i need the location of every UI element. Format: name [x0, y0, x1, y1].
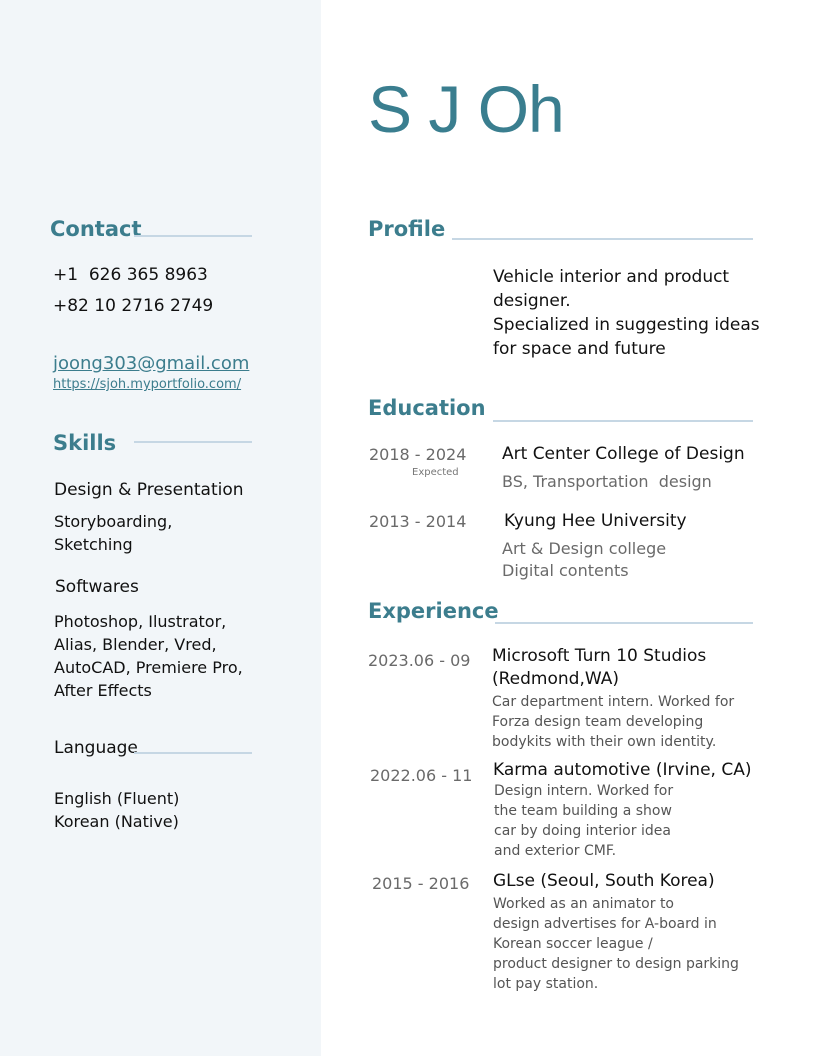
profile-line: Specialized in suggesting ideas — [493, 315, 760, 335]
education-school: Art Center College of Design — [502, 444, 745, 464]
profile-divider — [452, 238, 753, 240]
experience-desc-line: bodykits with their own identity. — [492, 734, 717, 750]
profile-heading: Profile — [368, 217, 446, 241]
experience-desc-line: lot pay station. — [493, 976, 599, 992]
experience-org-line: Microsoft Turn 10 Studios — [492, 646, 707, 666]
skill-item: Sketching — [54, 535, 133, 554]
experience-org: GLse (Seoul, South Korea) — [493, 871, 715, 891]
education-school: Kyung Hee University — [504, 511, 687, 531]
education-details — [502, 538, 666, 582]
skills-divider — [134, 441, 252, 443]
skill-item: After Effects — [54, 681, 152, 700]
language-list — [54, 787, 179, 833]
experience-heading: Experience — [368, 599, 499, 623]
education-note: Expected — [412, 467, 459, 478]
profile-text — [493, 265, 760, 361]
experience-divider — [495, 622, 753, 624]
experience-desc-line: Worked as an animator to — [493, 896, 675, 912]
skill-item: Photoshop, Ilustrator, — [54, 612, 227, 631]
skill-item: Storyboarding, — [54, 512, 173, 531]
experience-desc-line: Car department intern. Worked for — [492, 694, 735, 710]
experience-description — [494, 781, 673, 861]
website-link[interactable]: https://sjoh.myportfolio.com/ — [53, 377, 242, 392]
experience-org: Karma automotive (Irvine, CA) — [493, 760, 752, 780]
profile-line: for space and future — [493, 339, 666, 359]
experience-description — [492, 692, 734, 752]
experience-dates: 2023.06 - 09 — [368, 651, 471, 670]
education-heading: Education — [368, 396, 486, 420]
email-link[interactable]: joong303@gmail.com — [53, 353, 250, 374]
experience-desc-line: product designer to design parking — [493, 956, 739, 972]
phone-us: +1 626 365 8963 — [53, 265, 208, 285]
language-item: English (Fluent) — [54, 789, 180, 808]
experience-desc-line: Design intern. Worked for — [494, 783, 674, 799]
language-divider — [134, 752, 252, 754]
skills-group-design-list — [54, 510, 172, 556]
experience-dates: 2022.06 - 11 — [370, 766, 473, 785]
education-detail: BS, Transportation design — [502, 472, 712, 491]
experience-desc-line: and exterior CMF. — [494, 843, 617, 859]
education-dates: 2013 - 2014 — [369, 512, 467, 531]
education-detail: Art & Design college — [502, 539, 667, 558]
skills-group-software-list — [54, 610, 243, 702]
experience-desc-line: design advertises for A-board in — [493, 916, 717, 932]
experience-desc-line: Korean soccer league / — [493, 936, 653, 952]
language-heading: Language — [54, 738, 138, 758]
education-divider — [493, 420, 753, 422]
experience-org-line: (Redmond,WA) — [492, 669, 620, 689]
name-title: S J Oh — [368, 72, 564, 146]
experience-dates: 2015 - 2016 — [372, 874, 470, 893]
profile-line: Vehicle interior and product — [493, 267, 730, 287]
language-item: Korean (Native) — [54, 812, 179, 831]
profile-line: designer. — [493, 291, 571, 311]
contact-divider — [134, 235, 252, 237]
education-dates: 2018 - 2024 — [369, 445, 467, 464]
education-detail: Digital contents — [502, 561, 629, 580]
experience-desc-line: the team building a show — [494, 803, 672, 819]
phone-kr: +82 10 2716 2749 — [53, 296, 214, 316]
skills-heading: Skills — [53, 431, 117, 455]
contact-heading: Contact — [50, 217, 142, 241]
experience-desc-line: Forza design team developing — [492, 714, 704, 730]
skill-item: AutoCAD, Premiere Pro, — [54, 658, 243, 677]
skills-group-design-title: Design & Presentation — [54, 480, 244, 500]
experience-org — [492, 645, 706, 691]
experience-description — [493, 894, 739, 994]
skill-item: Alias, Blender, Vred, — [54, 635, 217, 654]
experience-desc-line: car by doing interior idea — [494, 823, 671, 839]
skills-group-software-title: Softwares — [55, 577, 139, 597]
